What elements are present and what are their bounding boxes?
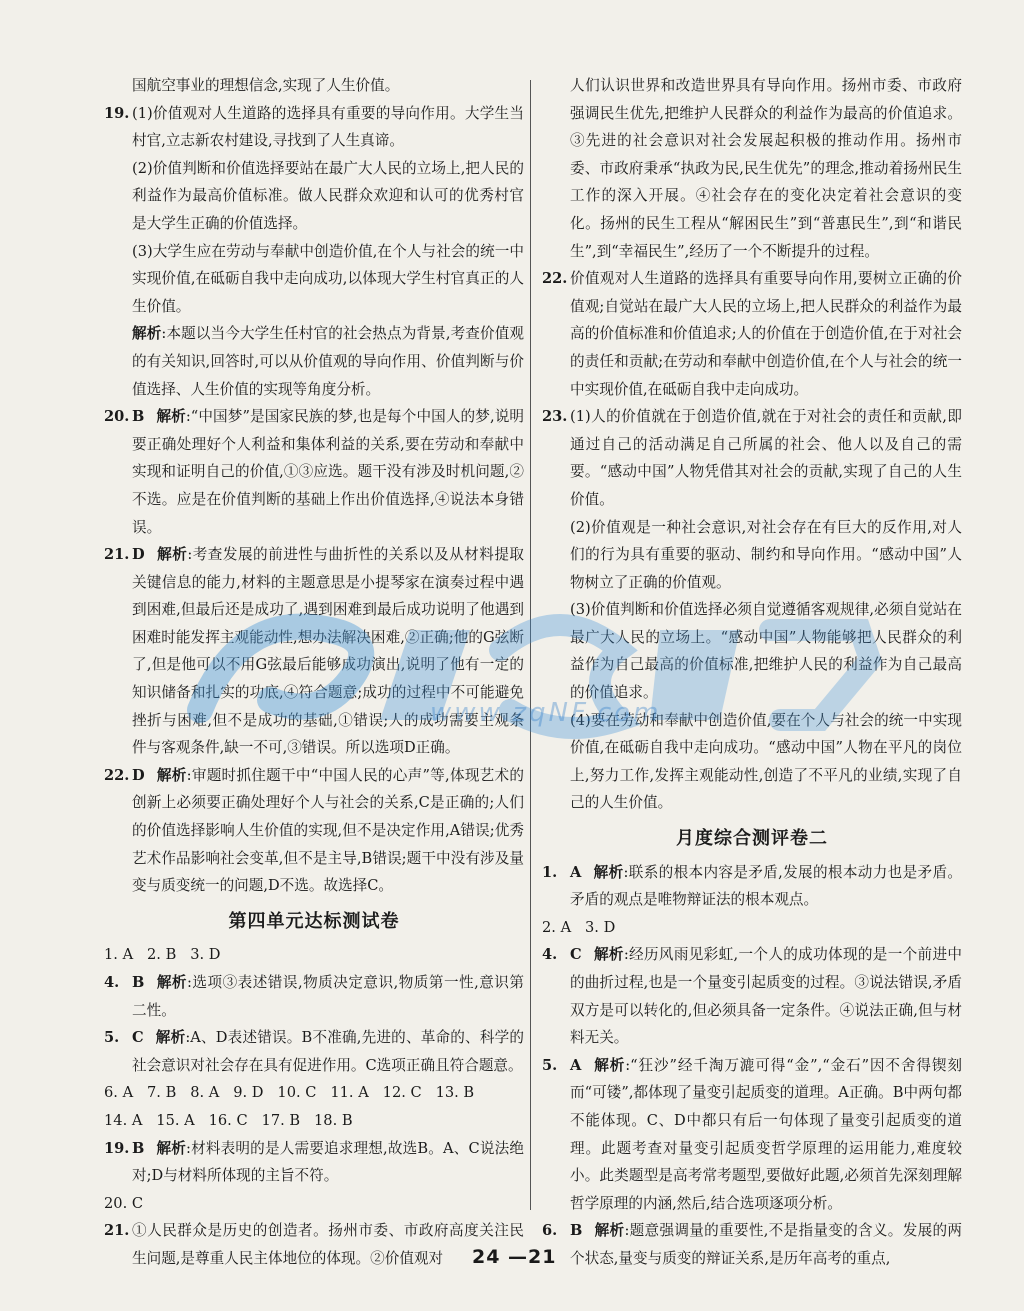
watermark-url: www.zqNF.com bbox=[430, 698, 662, 728]
analysis-label: 解析 bbox=[156, 974, 187, 991]
monthly-q6-answer: 6. B 解析:题意强调量的重要性,不是指量变的含义。发展的两个状态,量变与质变的辩证关系,是历年高考的重点, bbox=[542, 1217, 962, 1272]
question-number: 1. bbox=[542, 863, 558, 881]
answer-row-2-3: 2. A 3. D bbox=[542, 918, 616, 936]
analysis-label: 解析 bbox=[593, 863, 624, 881]
answer-choice: B bbox=[132, 408, 145, 426]
answer-row-14-18: 14. A 15. A 16. C 17. B 18. B bbox=[104, 1111, 353, 1129]
q19-part1: (1)价值观对人生道路的选择具有重要的导向作用。大学生当村官,立志新农村建设,寻找到了人生真谛。 bbox=[132, 104, 524, 150]
question-number: 22. bbox=[104, 766, 130, 784]
q23-part3: (3)价值判断和价值选择必须自觉遵循客观规律,必须自觉站在最广大人民的立场上。“感动中国”人物能够把人民群众的利益作为自己最高的价值标准,把维护人民的利益作为自己最高的价值追求。 bbox=[570, 601, 962, 702]
answer-choice: C bbox=[132, 1029, 144, 1047]
answer-choice: B bbox=[570, 1222, 583, 1240]
question-number: 19. bbox=[104, 1139, 130, 1157]
q20-analysis: :“中国梦”是国家民族的梦,也是每个中国人的梦,说明要正确处理好个人利益和集体利益的关系,要在劳动和奉献中实现和证明自己的价值,①③应选。题干没有涉及时机问题,②不选。应是在价值判断的基础上作出价值选择,④说法本身错误。 bbox=[132, 408, 524, 536]
monthly-q4-answer: 4. C 解析:经历风雨见彩虹,一个人的成功体现的是一个前进中的曲折过程,也是一个量变引起质变的过程。③说法错误,矛盾双方是可以转化的,但必须具备一定条件。④说法正确,但与材料无关。 bbox=[542, 941, 962, 1051]
analysis-label: 解析 bbox=[155, 1029, 186, 1047]
answer-row-20: 20. C bbox=[104, 1194, 144, 1212]
monthly-q5-answer: 5. A 解析:“狂沙”经千淘万漉可得“金”,“金石”因不舍得锲刻而“可镂”,都体现了量变引起质变的道理。A正确。B中两句都不能体现。C、D中都只有后一句体现了量变引起质变的道理。此题考查对量变引起质变哲学原理的运用能力,难度较小。此类题型是高考常考题型,要做好此题,必须首先深刻理解哲学原理的内涵,然后,结合选项逐项分析。 bbox=[542, 1052, 962, 1218]
question-number: 21. bbox=[104, 1222, 130, 1240]
q19-part3: (3)大学生应在劳动与奉献中创造价值,在个人与社会的统一中实现价值,在砥砺自我中走向成功,以体现大学生村官真正的人生价值。 bbox=[132, 242, 524, 315]
q18-continuation: 国航空事业的理想信念,实现了人生价值。 bbox=[132, 77, 400, 94]
right-column bbox=[542, 72, 962, 1273]
section-title-monthly: 月度综合测评卷二 bbox=[676, 828, 828, 850]
answer-row-6-13: 6. A 7. B 8. A 9. D 10. C 11. A 12. C 13. B bbox=[104, 1084, 475, 1102]
question-number: 4. bbox=[542, 946, 558, 964]
analysis-label: 解析 bbox=[132, 325, 162, 343]
answer-choice: A bbox=[570, 1056, 582, 1074]
question-number: 21. bbox=[104, 546, 130, 564]
unit4-q4-answer: 4. B 解析:选项③表述错误,物质决定意识,物质第一性,意识第二性。 bbox=[104, 969, 524, 1024]
analysis-label: 解析 bbox=[156, 408, 186, 426]
q22-analysis: :审题时抓住题干中“中国人民的心声”等,体现艺术的创新上必须要正确处理好个人与社会的关系,C是正确的;人们的价值选择影响人生价值的实现,但不是决定作用,A错误;优秀艺术作品影响社会变革,但不是主导,B错误;题干中没有涉及量变与质变统一的问题,D不选。故选择C。 bbox=[132, 766, 524, 895]
answer-choice: B bbox=[132, 1139, 145, 1157]
answer-choice: B bbox=[132, 974, 145, 991]
question-number: 5. bbox=[542, 1056, 558, 1074]
question-number: 5. bbox=[104, 1029, 120, 1047]
question-number: 20. bbox=[104, 408, 130, 426]
q21-answer bbox=[104, 541, 524, 762]
question-number: 6. bbox=[542, 1222, 558, 1240]
answer-choice: D bbox=[132, 766, 145, 784]
analysis-label: 解析 bbox=[156, 1139, 187, 1157]
analysis-label: 解析 bbox=[156, 766, 187, 784]
analysis-label: 解析 bbox=[156, 546, 188, 564]
answer-row-1-3: 1. A 2. B 3. D bbox=[104, 946, 221, 964]
analysis-label: 解析 bbox=[593, 1056, 626, 1074]
q23-part1: (1)人的价值就在于创造价值,就在于对社会的责任和贡献,即通过自己的活动满足自己所属的社会、他人以及自己的需要。“感动中国”人物凭借其对社会的贡献,实现了自己的人生价值。 bbox=[570, 408, 962, 508]
question-number: 23. bbox=[542, 408, 568, 426]
unit4-q22-answer: 22. 价值观对人生道路的选择具有重要导向作用,要树立正确的价值观;自觉站在最广大人民的立场上,把人民群众的利益作为最高的价值标准和价值追求;人的价值在于创造价值,在于对社会的责任和贡献;在劳动和奉献中创造价值,在个人与社会的统一中实现价值,在砥砺自我中走向成功。 bbox=[542, 265, 962, 403]
q20-answer bbox=[104, 403, 524, 541]
monthly-q1-answer: 1. A 解析:联系的根本内容是矛盾,发展的根本动力也是矛盾。矛盾的观点是唯物辩证法的根本观点。 bbox=[542, 859, 962, 914]
q22-answer bbox=[104, 762, 524, 900]
q23-part2: (2)价值观是一种社会意识,对社会存在有巨大的反作用,对人们的行为具有重要的驱动、制约和导向作用。“感动中国”人物树立了正确的价值观。 bbox=[570, 518, 962, 591]
q19-part2: (2)价值判断和价值选择要站在最广大人民的立场上,把人民的利益作为最高价值标准。做人民群众欢迎和认可的优秀村官是大学生正确的价值选择。 bbox=[132, 159, 524, 232]
question-number: 22. bbox=[542, 270, 568, 288]
analysis-label: 解析 bbox=[594, 1222, 625, 1240]
answer-choice: D bbox=[132, 546, 145, 564]
answer-choice: A bbox=[570, 863, 582, 881]
left-column bbox=[104, 72, 524, 1273]
page-number: 24 —21 bbox=[472, 1246, 557, 1268]
answer-choice: C bbox=[570, 946, 582, 964]
q19-analysis: 解析:本题以当今大学生任村官的社会热点为背景,考查价值观的有关知识,回答时,可以从价值观的导向作用、价值判断与价值选择、人生价值的实现等角度分析。 bbox=[132, 325, 524, 398]
unit4-q19-answer: 19. B 解析:材料表明的是人需要追求理想,故选B。A、C说法绝对;D与材料所体现的主旨不符。 bbox=[104, 1135, 524, 1190]
column-divider bbox=[530, 80, 531, 1210]
q21-analysis: :考查发展的前进性与曲折性的关系以及从材料提取关键信息的能力,材料的主题意思是小提琴家在演奏过程中遇到困难,但最后还是成功了,遇到困难到最后成功说明了他遇到困难时能发挥主观能动性,想办法解决困难,②正确;他的G弦断了,但是他可以不用G弦最后能够成功演出,说明了他有一定的知识储备和扎实的功底,④符合题意;成功的过程中不可能避免挫折与困难,但不是成功的基础,①错误;人的成功需要主观条件与客观条件,缺一不可,③错误。所以选项D正确。 bbox=[132, 546, 524, 757]
q21-continuation: 人们认识世界和改造世界具有导向作用。扬州市委、市政府强调民生优先,把维护人民群众的利益作为最高的价值追求。③先进的社会意识对社会发展起积极的推动作用。扬州市委、市政府秉承“执政为民,民生优先”的理念,推动着扬州民生工作的深入开展。④社会存在的变化决定着社会意识的变化。扬州的民生工程从“解困民生”到“普惠民生”,到“和谐民生”,到“幸福民生”,经历了一个不断提升的过程。 bbox=[570, 77, 962, 260]
unit4-q5-answer: 5. C 解析:A、D表述错误。B不准确,先进的、革命的、科学的社会意识对社会存在具有促进作用。C选项正确且符合题意。 bbox=[104, 1024, 524, 1079]
question-number: 19. bbox=[104, 104, 130, 122]
unit4-q21-answer: 21. ①人民群众是历史的创造者。扬州市委、市政府高度关注民生问题,是尊重人民主体地位的体现。②价值观对 bbox=[104, 1217, 524, 1272]
unit4-q23-answer bbox=[542, 403, 962, 817]
question-number: 4. bbox=[104, 974, 120, 991]
analysis-label: 解析 bbox=[593, 946, 624, 964]
q23-part4: (4)要在劳动和奉献中创造价值,要在个人与社会的统一中实现价值,在砥砺自我中走向成功。“感动中国”人物在平凡的岗位上,努力工作,发挥主观能动性,创造了不平凡的业绩,实现了自己的人生价值。 bbox=[570, 711, 962, 812]
q19-answer bbox=[104, 100, 524, 404]
section-title-unit4: 第四单元达标测试卷 bbox=[228, 910, 400, 932]
